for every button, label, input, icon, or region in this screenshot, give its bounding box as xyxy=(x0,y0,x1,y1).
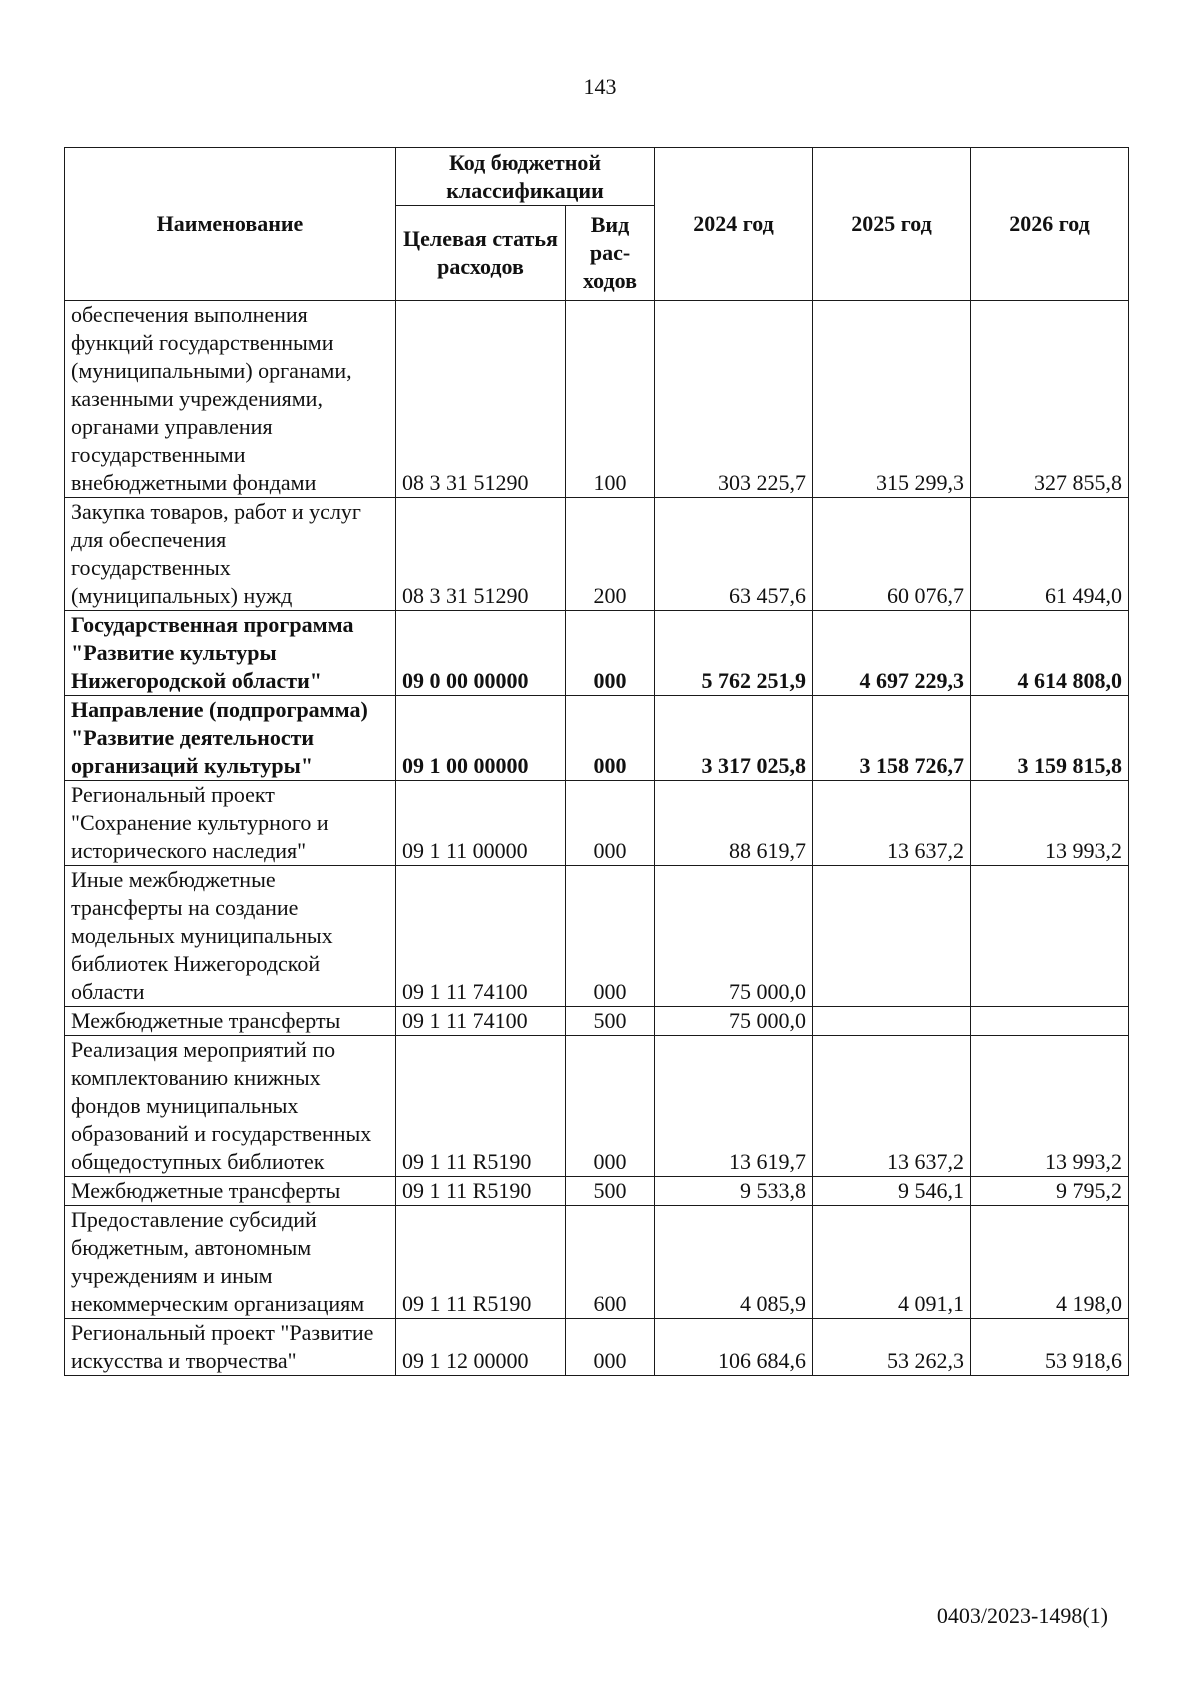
row-value-2024: 106 684,6 xyxy=(655,1319,813,1376)
row-value-2026: 13 993,2 xyxy=(971,781,1129,866)
row-value-2024: 303 225,7 xyxy=(655,301,813,498)
table-row xyxy=(65,611,1129,696)
table-row xyxy=(65,696,1129,781)
row-value-2025: 3 158 726,7 xyxy=(813,696,971,781)
header-2026: 2026 год xyxy=(971,148,1129,301)
row-name: Региональный проект "Сохранение культурного и исторического наследия" xyxy=(65,781,396,866)
row-expense-type: 000 xyxy=(566,1036,655,1177)
header-name: Наименование xyxy=(65,148,396,301)
row-value-2026: 4 198,0 xyxy=(971,1206,1129,1319)
row-expense-type: 000 xyxy=(566,611,655,696)
budget-table xyxy=(64,147,1129,1376)
row-name: обеспечения выполнения функций государственными (муниципальными) органами, казенными учреждениями, органами управления государственными внебюджетными фондами xyxy=(65,301,396,498)
row-value-2025 xyxy=(813,866,971,1007)
row-value-2024: 75 000,0 xyxy=(655,866,813,1007)
row-target-article: 09 1 11 74100 xyxy=(396,866,566,1007)
row-value-2024: 3 317 025,8 xyxy=(655,696,813,781)
row-value-2025: 60 076,7 xyxy=(813,498,971,611)
document-code: 0403/2023-1498(1) xyxy=(936,1603,1108,1628)
row-value-2024: 5 762 251,9 xyxy=(655,611,813,696)
row-name: Реализация мероприятий по комплектованию книжных фондов муниципальных образований и государственных общедоступных библиотек xyxy=(65,1036,396,1177)
row-target-article: 09 1 11 R5190 xyxy=(396,1036,566,1177)
table-row xyxy=(65,1206,1129,1319)
row-expense-type: 000 xyxy=(566,781,655,866)
table-row xyxy=(65,1036,1129,1177)
row-name: Межбюджетные трансферты xyxy=(65,1007,396,1036)
row-value-2025 xyxy=(813,1007,971,1036)
row-target-article: 09 1 11 R5190 xyxy=(396,1177,566,1206)
row-value-2025: 315 299,3 xyxy=(813,301,971,498)
row-value-2024: 63 457,6 xyxy=(655,498,813,611)
row-value-2026: 61 494,0 xyxy=(971,498,1129,611)
row-expense-type: 100 xyxy=(566,301,655,498)
row-expense-type: 500 xyxy=(566,1177,655,1206)
table-row xyxy=(65,498,1129,611)
table-row xyxy=(65,781,1129,866)
row-expense-type: 600 xyxy=(566,1206,655,1319)
row-target-article: 09 1 11 74100 xyxy=(396,1007,566,1036)
page-number: 143 xyxy=(583,74,617,99)
row-value-2025: 4 697 229,3 xyxy=(813,611,971,696)
table-row xyxy=(65,866,1129,1007)
header-code-group: Код бюджетной классификации xyxy=(396,148,655,206)
row-target-article: 09 1 11 R5190 xyxy=(396,1206,566,1319)
row-value-2025: 9 546,1 xyxy=(813,1177,971,1206)
table-row xyxy=(65,1319,1129,1376)
row-target-article: 09 1 11 00000 xyxy=(396,781,566,866)
row-value-2026: 53 918,6 xyxy=(971,1319,1129,1376)
row-expense-type: 500 xyxy=(566,1007,655,1036)
table-body xyxy=(65,301,1129,1376)
row-expense-type: 200 xyxy=(566,498,655,611)
row-expense-type: 000 xyxy=(566,866,655,1007)
row-value-2024: 75 000,0 xyxy=(655,1007,813,1036)
row-target-article: 09 1 00 00000 xyxy=(396,696,566,781)
row-value-2025: 53 262,3 xyxy=(813,1319,971,1376)
header-target-article: Целевая статья расходов xyxy=(396,206,566,301)
table-row xyxy=(65,1177,1129,1206)
row-value-2024: 4 085,9 xyxy=(655,1206,813,1319)
row-name: Государственная программа "Развитие культуры Нижегородской области" xyxy=(65,611,396,696)
row-value-2025: 13 637,2 xyxy=(813,1036,971,1177)
row-name: Иные межбюджетные трансферты на создание модельных муниципальных библиотек Нижегородской области xyxy=(65,866,396,1007)
row-value-2025: 4 091,1 xyxy=(813,1206,971,1319)
row-value-2026: 327 855,8 xyxy=(971,301,1129,498)
row-name: Направление (подпрограмма) "Развитие деятельности организаций культуры" xyxy=(65,696,396,781)
row-target-article: 09 1 12 00000 xyxy=(396,1319,566,1376)
row-name: Закупка товаров, работ и услуг для обеспечения государственных (муниципальных) нужд xyxy=(65,498,396,611)
row-value-2026: 4 614 808,0 xyxy=(971,611,1129,696)
row-value-2026: 3 159 815,8 xyxy=(971,696,1129,781)
row-target-article: 08 3 31 51290 xyxy=(396,301,566,498)
row-value-2025: 13 637,2 xyxy=(813,781,971,866)
table-row xyxy=(65,301,1129,498)
row-value-2026 xyxy=(971,1007,1129,1036)
row-value-2026: 13 993,2 xyxy=(971,1036,1129,1177)
row-value-2026 xyxy=(971,866,1129,1007)
row-value-2024: 13 619,7 xyxy=(655,1036,813,1177)
table-row xyxy=(65,1007,1129,1036)
row-name: Межбюджетные трансферты xyxy=(65,1177,396,1206)
row-target-article: 09 0 00 00000 xyxy=(396,611,566,696)
header-expense-type: Вид рас-ходов xyxy=(566,206,655,301)
row-name: Предоставление субсидий бюджетным, автономным учреждениям и иным некоммерческим организациям xyxy=(65,1206,396,1319)
row-name: Региональный проект "Развитие искусства и творчества" xyxy=(65,1319,396,1376)
header-2025: 2025 год xyxy=(813,148,971,301)
header-2024: 2024 год xyxy=(655,148,813,301)
row-expense-type: 000 xyxy=(566,696,655,781)
row-value-2024: 88 619,7 xyxy=(655,781,813,866)
row-target-article: 08 3 31 51290 xyxy=(396,498,566,611)
row-value-2026: 9 795,2 xyxy=(971,1177,1129,1206)
row-value-2024: 9 533,8 xyxy=(655,1177,813,1206)
row-expense-type: 000 xyxy=(566,1319,655,1376)
